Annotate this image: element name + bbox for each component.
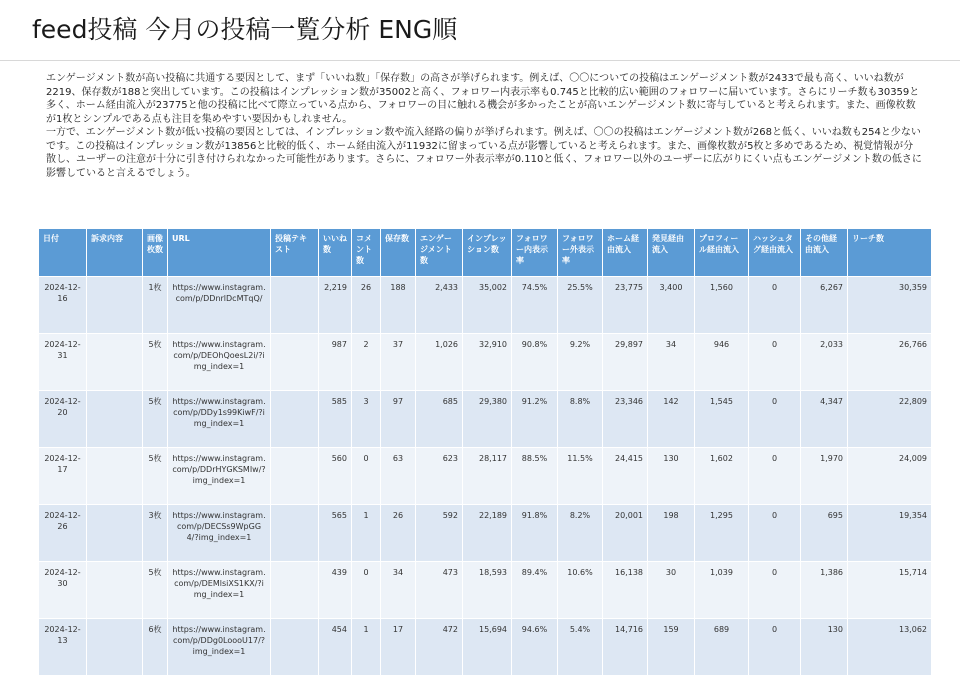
cell-follower-rate: 74.5%	[512, 277, 558, 334]
cell-saves: 17	[381, 619, 416, 676]
cell-follower-rate: 91.2%	[512, 391, 558, 448]
cell-date: 2024-12-31	[39, 334, 87, 391]
cell-comments: 1	[352, 619, 381, 676]
cell-post-text	[271, 334, 319, 391]
cell-discover-inflow: 30	[648, 562, 695, 619]
cell-profile-inflow: 1,545	[695, 391, 749, 448]
cell-post-text	[271, 448, 319, 505]
cell-home-inflow: 16,138	[603, 562, 648, 619]
cell-likes: 585	[319, 391, 352, 448]
cell-post-text	[271, 619, 319, 676]
cell-url: https://www.instagram.com/p/DDg0LoooU17/?img_index=1	[168, 619, 271, 676]
cell-date: 2024-12-30	[39, 562, 87, 619]
cell-likes: 439	[319, 562, 352, 619]
analysis-summary	[46, 72, 922, 180]
cell-image-count: 1枚	[143, 277, 168, 334]
col-header-follower-rate: フォロワー内表示率	[512, 229, 558, 277]
cell-comments: 2	[352, 334, 381, 391]
cell-date: 2024-12-20	[39, 391, 87, 448]
col-header-home-inflow: ホーム経由流入	[603, 229, 648, 277]
cell-non-follower-rate: 9.2%	[558, 334, 603, 391]
cell-engagement: 685	[416, 391, 463, 448]
cell-home-inflow: 20,001	[603, 505, 648, 562]
cell-likes: 565	[319, 505, 352, 562]
cell-hashtag-inflow: 0	[749, 448, 801, 505]
cell-hashtag-inflow: 0	[749, 334, 801, 391]
cell-non-follower-rate: 25.5%	[558, 277, 603, 334]
col-header-likes: いいね数	[319, 229, 352, 277]
cell-reach: 22,809	[848, 391, 932, 448]
table-row	[39, 505, 932, 562]
summary-paragraph-low-engagement: 一方で、エンゲージメント数が低い投稿の要因としては、インプレッション数や流入経路の偏りが挙げられます。例えば、〇〇の投稿はエンゲージメント数が268と低く、いいね数も254と少ないです。この投稿はインプレッション数が13856と比較的低く、ホーム経由流入が11932に留まっている点が影響していると考えられます。また、画像枚数が5枚と多めであるため、視覚情報が分散し、ユーザーの注意が十分に引き付けられなかった可能性があります。さらに、フォロワー外表示率が0.110と低く、フォロワー以外のユーザーに広がりにくい点もエンゲージメント数の低さに影響していると言えるでしょう。	[46, 127, 922, 179]
cell-appeal	[87, 562, 143, 619]
cell-appeal	[87, 448, 143, 505]
cell-profile-inflow: 1,039	[695, 562, 749, 619]
cell-saves: 34	[381, 562, 416, 619]
table-row	[39, 277, 932, 334]
cell-url: https://www.instagram.com/p/DDnrlDcMTqQ/	[168, 277, 271, 334]
cell-comments: 0	[352, 448, 381, 505]
table-row	[39, 391, 932, 448]
cell-date: 2024-12-17	[39, 448, 87, 505]
cell-image-count: 3枚	[143, 505, 168, 562]
cell-engagement: 472	[416, 619, 463, 676]
col-header-non-follower-rate: フォロワー外表示率	[558, 229, 603, 277]
col-header-engagement: エンゲージメント数	[416, 229, 463, 277]
cell-date: 2024-12-26	[39, 505, 87, 562]
cell-other-inflow: 695	[801, 505, 848, 562]
cell-appeal	[87, 619, 143, 676]
cell-non-follower-rate: 10.6%	[558, 562, 603, 619]
title-bar	[0, 0, 960, 61]
cell-reach: 30,359	[848, 277, 932, 334]
cell-saves: 188	[381, 277, 416, 334]
table-row	[39, 334, 932, 391]
cell-saves: 26	[381, 505, 416, 562]
cell-engagement: 2,433	[416, 277, 463, 334]
cell-likes: 560	[319, 448, 352, 505]
cell-home-inflow: 23,346	[603, 391, 648, 448]
cell-post-text	[271, 277, 319, 334]
cell-image-count: 5枚	[143, 334, 168, 391]
cell-non-follower-rate: 8.8%	[558, 391, 603, 448]
col-header-other-inflow: その他経由流入	[801, 229, 848, 277]
cell-impressions: 22,189	[463, 505, 512, 562]
cell-comments: 3	[352, 391, 381, 448]
cell-reach: 26,766	[848, 334, 932, 391]
cell-engagement: 473	[416, 562, 463, 619]
cell-profile-inflow: 1,602	[695, 448, 749, 505]
col-header-comments: コメント数	[352, 229, 381, 277]
cell-saves: 63	[381, 448, 416, 505]
cell-discover-inflow: 159	[648, 619, 695, 676]
cell-hashtag-inflow: 0	[749, 619, 801, 676]
cell-image-count: 5枚	[143, 562, 168, 619]
cell-hashtag-inflow: 0	[749, 391, 801, 448]
page-title: feed投稿 今月の投稿一覧分析 ENG順	[32, 15, 458, 44]
col-header-post-text: 投稿テキスト	[271, 229, 319, 277]
cell-saves: 37	[381, 334, 416, 391]
cell-image-count: 6枚	[143, 619, 168, 676]
post-analysis-table	[38, 228, 932, 676]
cell-profile-inflow: 1,560	[695, 277, 749, 334]
cell-post-text	[271, 562, 319, 619]
col-header-discover-inflow: 発見経由流入	[648, 229, 695, 277]
col-header-image-count: 画像枚数	[143, 229, 168, 277]
cell-non-follower-rate: 8.2%	[558, 505, 603, 562]
cell-follower-rate: 91.8%	[512, 505, 558, 562]
cell-profile-inflow: 946	[695, 334, 749, 391]
cell-impressions: 28,117	[463, 448, 512, 505]
cell-comments: 26	[352, 277, 381, 334]
cell-hashtag-inflow: 0	[749, 562, 801, 619]
cell-hashtag-inflow: 0	[749, 277, 801, 334]
cell-home-inflow: 29,897	[603, 334, 648, 391]
cell-likes: 2,219	[319, 277, 352, 334]
table-row	[39, 448, 932, 505]
cell-engagement: 1,026	[416, 334, 463, 391]
table-row	[39, 619, 932, 676]
cell-other-inflow: 2,033	[801, 334, 848, 391]
cell-impressions: 32,910	[463, 334, 512, 391]
cell-home-inflow: 14,716	[603, 619, 648, 676]
cell-date: 2024-12-16	[39, 277, 87, 334]
cell-discover-inflow: 142	[648, 391, 695, 448]
cell-discover-inflow: 3,400	[648, 277, 695, 334]
col-header-hashtag-inflow: ハッシュタグ経由流入	[749, 229, 801, 277]
cell-url: https://www.instagram.com/p/DEOhQoesL2i/?img_index=1	[168, 334, 271, 391]
cell-appeal	[87, 391, 143, 448]
cell-url: https://www.instagram.com/p/DDrHYGKSMIw/?img_index=1	[168, 448, 271, 505]
cell-reach: 24,009	[848, 448, 932, 505]
cell-likes: 454	[319, 619, 352, 676]
cell-reach: 19,354	[848, 505, 932, 562]
col-header-url: URL	[168, 229, 271, 277]
cell-url: https://www.instagram.com/p/DEMlsiXS1KX/?img_index=1	[168, 562, 271, 619]
cell-post-text	[271, 505, 319, 562]
cell-impressions: 15,694	[463, 619, 512, 676]
cell-home-inflow: 24,415	[603, 448, 648, 505]
cell-appeal	[87, 334, 143, 391]
cell-non-follower-rate: 11.5%	[558, 448, 603, 505]
summary-paragraph-high-engagement: エンゲージメント数が高い投稿に共通する要因として、まず「いいね数」「保存数」の高さが挙げられます。例えば、〇〇についての投稿はエンゲージメント数が2433で最も高く、いいね数が2219、保存数が188と突出しています。この投稿はインプレッション数が35002と高く、フォロワー内表示率も0.745と比較的広い範囲のフォロワーに届いています。さらにリーチ数も30359と多く、ホーム経由流入が23775と他の投稿に比べて際立っている点から、フォロワーの目に触れる機会が多かったことが高いエンゲージメント数に寄与していると考えられます。また、画像枚数が1枚とシンプルである点も注目を集めやすい要因かもしれません。	[46, 73, 920, 125]
cell-follower-rate: 88.5%	[512, 448, 558, 505]
cell-discover-inflow: 198	[648, 505, 695, 562]
cell-follower-rate: 89.4%	[512, 562, 558, 619]
cell-date: 2024-12-13	[39, 619, 87, 676]
cell-image-count: 5枚	[143, 448, 168, 505]
cell-likes: 987	[319, 334, 352, 391]
col-header-appeal: 訴求内容	[87, 229, 143, 277]
cell-discover-inflow: 130	[648, 448, 695, 505]
cell-impressions: 35,002	[463, 277, 512, 334]
cell-engagement: 592	[416, 505, 463, 562]
cell-other-inflow: 130	[801, 619, 848, 676]
cell-discover-inflow: 34	[648, 334, 695, 391]
cell-profile-inflow: 689	[695, 619, 749, 676]
cell-impressions: 18,593	[463, 562, 512, 619]
table-body	[39, 277, 932, 676]
cell-other-inflow: 1,386	[801, 562, 848, 619]
cell-appeal	[87, 505, 143, 562]
cell-image-count: 5枚	[143, 391, 168, 448]
cell-follower-rate: 94.6%	[512, 619, 558, 676]
col-header-impressions: インプレッション数	[463, 229, 512, 277]
cell-non-follower-rate: 5.4%	[558, 619, 603, 676]
cell-profile-inflow: 1,295	[695, 505, 749, 562]
cell-follower-rate: 90.8%	[512, 334, 558, 391]
cell-other-inflow: 6,267	[801, 277, 848, 334]
cell-url: https://www.instagram.com/p/DECSs9WpGG4/?img_index=1	[168, 505, 271, 562]
cell-reach: 13,062	[848, 619, 932, 676]
cell-other-inflow: 1,970	[801, 448, 848, 505]
col-header-saves: 保存数	[381, 229, 416, 277]
col-header-reach: リーチ数	[848, 229, 932, 277]
table-row	[39, 562, 932, 619]
col-header-date: 日付	[39, 229, 87, 277]
cell-hashtag-inflow: 0	[749, 505, 801, 562]
cell-home-inflow: 23,775	[603, 277, 648, 334]
cell-post-text	[271, 391, 319, 448]
cell-engagement: 623	[416, 448, 463, 505]
cell-comments: 1	[352, 505, 381, 562]
cell-saves: 97	[381, 391, 416, 448]
cell-reach: 15,714	[848, 562, 932, 619]
cell-appeal	[87, 277, 143, 334]
cell-impressions: 29,380	[463, 391, 512, 448]
cell-other-inflow: 4,347	[801, 391, 848, 448]
table-header-row	[39, 229, 932, 277]
cell-comments: 0	[352, 562, 381, 619]
cell-url: https://www.instagram.com/p/DDy1s99KiwF/?img_index=1	[168, 391, 271, 448]
col-header-profile-inflow: プロフィール経由流入	[695, 229, 749, 277]
